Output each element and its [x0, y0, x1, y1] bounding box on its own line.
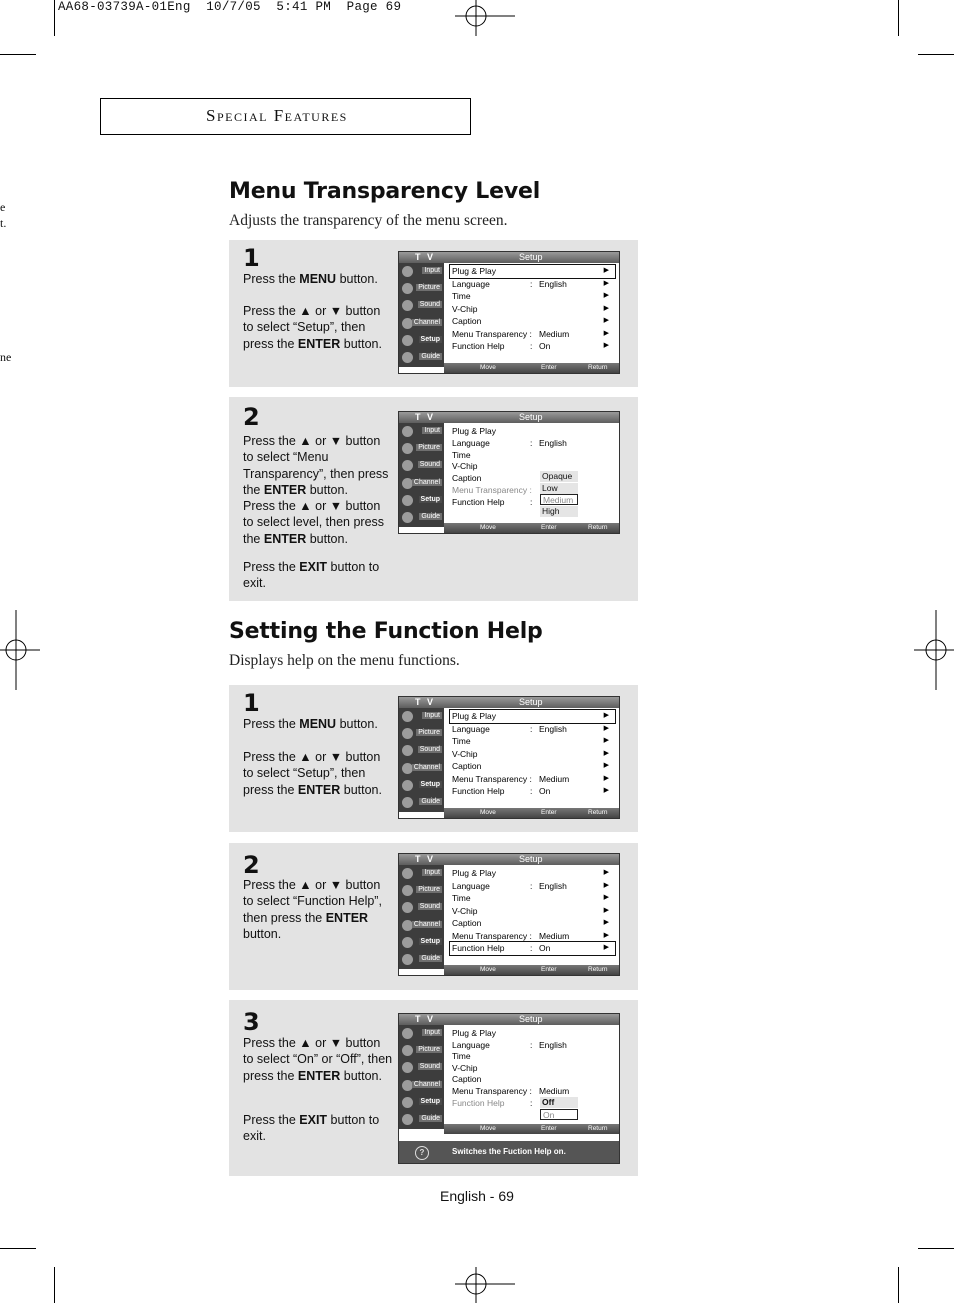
sidebar-item-sound: Sound — [399, 899, 444, 916]
sidebar-item-picture: Picture — [399, 440, 444, 457]
tv-sidebar — [399, 263, 444, 367]
tv-sidebar — [399, 423, 444, 527]
setup-icon — [402, 937, 413, 948]
subtitle-menu-transparency: Adjusts the transparency of the menu screen. — [229, 212, 508, 229]
menu-list — [450, 426, 615, 509]
print-header: AA68-03739A-01Eng 10/7/05 5:41 PM Page 69 — [58, 0, 402, 14]
crop-mark — [918, 54, 954, 55]
menu-row: Caption ▶ — [452, 918, 609, 928]
sidebar-item-channel: Channel — [399, 315, 444, 332]
setup-icon — [402, 495, 413, 506]
registration-mark — [914, 610, 954, 690]
sidebar-item-channel: Channel — [399, 475, 444, 492]
menu-row: Language : English — [452, 1039, 567, 1050]
sidebar-item-input: Input — [399, 1025, 444, 1042]
menu-row: Plug & Play ▶ — [452, 868, 609, 878]
sidebar-item-sound: Sound — [399, 1059, 444, 1076]
menu-row: Time — [452, 449, 471, 460]
tv-sidebar — [399, 708, 444, 812]
guide-icon — [402, 954, 413, 965]
option-medium: Medium — [540, 494, 578, 505]
sidebar-item-setup: Setup — [399, 934, 444, 951]
tv-sidebar — [399, 865, 444, 969]
menu-row: Time ▶ — [452, 291, 609, 301]
sidebar-item-input: Input — [399, 263, 444, 280]
menu-row: V-Chip — [452, 1062, 478, 1073]
crop-mark — [0, 1248, 36, 1249]
menu-list — [450, 867, 615, 955]
menu-row: Plug & Play ▶ — [450, 710, 615, 723]
crop-mark — [898, 1267, 899, 1303]
menu-row: Time — [452, 1051, 471, 1062]
step-text: Press the ▲ or ▼ button to select “Menu Transparency”, then press the ENTER button. — [243, 434, 389, 497]
option-high: High — [540, 506, 578, 517]
option-off: Off — [540, 1097, 578, 1108]
step-text: Press the ▲ or ▼ button to select “Setup”, then press the ENTER button. — [243, 750, 382, 797]
sidebar-item-setup: Setup — [399, 777, 444, 794]
tv-footer: Move Enter Return — [444, 965, 619, 975]
input-icon — [402, 711, 413, 722]
tv-screen — [398, 853, 620, 976]
subtitle-function-help: Displays help on the menu functions. — [229, 652, 460, 669]
menu-row: Function Help : — [452, 496, 533, 507]
menu-row: Caption ▶ — [452, 761, 609, 771]
sidebar-item-setup: Setup — [399, 492, 444, 509]
sidebar-item-channel: Channel — [399, 760, 444, 777]
sidebar-item-setup: Setup — [399, 1094, 444, 1111]
edge-fragment: t. — [0, 216, 7, 230]
registration-mark — [0, 610, 40, 690]
menu-row: Time ▶ — [452, 736, 609, 746]
menu-row: Caption ▶ — [452, 316, 609, 326]
step-panel — [229, 685, 638, 832]
sidebar-item-input: Input — [399, 865, 444, 882]
menu-row: V-Chip ▶ — [452, 905, 609, 916]
sidebar-item-channel: Channel — [399, 1077, 444, 1094]
sidebar-item-sound: Sound — [399, 457, 444, 474]
sound-icon — [402, 902, 413, 913]
sidebar-item-input: Input — [399, 423, 444, 440]
heading-function-help: Setting the Function Help — [229, 619, 543, 644]
input-icon — [402, 868, 413, 879]
picture-icon — [402, 885, 413, 896]
menu-row: Plug & Play — [452, 1028, 496, 1038]
menu-row: Menu Transparency : — [452, 484, 532, 495]
step-number: 2 — [243, 403, 260, 431]
menu-row: Menu Transparency : Medium ▶ — [452, 328, 609, 339]
help-text: Switches the Fuction Help on. — [452, 1147, 566, 1156]
sidebar-item-guide: Guide — [399, 509, 444, 526]
picture-icon — [402, 1045, 413, 1056]
step-text: Press the ▲ or ▼ button to select “Function Help”, then press the ENTER button. — [243, 878, 382, 941]
transparency-options — [540, 471, 578, 517]
setup-menu-bar: T V Setup — [399, 1014, 619, 1025]
crop-mark — [54, 1267, 55, 1303]
step-panel — [229, 1000, 638, 1176]
input-icon — [402, 1028, 413, 1039]
step-text: Press the MENU button. — [243, 717, 378, 731]
tv-footer: Move Enter Return — [444, 523, 619, 533]
tv-footer: Move Enter Return — [444, 808, 619, 818]
sidebar-item-guide: Guide — [399, 1111, 444, 1128]
setup-icon — [402, 335, 413, 346]
setup-menu-bar: T V Setup — [399, 697, 619, 708]
sidebar-item-sound: Sound — [399, 297, 444, 314]
crop-mark — [0, 54, 36, 55]
crop-mark — [898, 0, 899, 36]
menu-row: Menu Transparency : Medium ▶ — [452, 930, 609, 941]
menu-row: Function Help : On ▶ — [452, 786, 609, 796]
step-text: Press the ▲ or ▼ button to select “On” or “Off”, then press the ENTER button. — [243, 1036, 393, 1083]
setup-icon — [402, 1097, 413, 1108]
menu-row: Function Help : On ▶ — [450, 942, 615, 955]
tv-footer: Move Enter Return — [444, 1124, 619, 1134]
tv-sidebar — [399, 1025, 444, 1129]
guide-icon — [402, 512, 413, 523]
sound-icon — [402, 745, 413, 756]
menu-row: V-Chip — [452, 461, 478, 472]
menu-row: Language : English ▶ — [452, 880, 609, 891]
setup-icon — [402, 780, 413, 791]
guide-icon — [402, 797, 413, 808]
setup-menu-bar: T V Setup — [399, 412, 619, 423]
section-label: Special Features — [206, 106, 348, 125]
sidebar-item-picture: Picture — [399, 280, 444, 297]
question-icon: ? — [415, 1146, 429, 1160]
tv-footer: Move Enter Return — [444, 363, 619, 373]
step-text: Press the MENU button. — [243, 272, 378, 286]
registration-mark — [455, 0, 515, 36]
step-panel — [229, 843, 638, 990]
input-icon — [402, 266, 413, 277]
step-number: 1 — [243, 689, 260, 717]
menu-row: V-Chip ▶ — [452, 303, 609, 314]
sidebar-item-channel: Channel — [399, 917, 444, 934]
setup-menu-bar: T V Setup — [399, 252, 619, 263]
step-panel — [229, 397, 638, 601]
guide-icon — [402, 352, 413, 363]
option-low: Low — [540, 483, 578, 494]
menu-row: Language : English ▶ — [452, 278, 609, 289]
step-text: Press the EXIT button to exit. — [243, 1113, 380, 1144]
menu-row: Plug & Play — [452, 426, 496, 436]
option-on: On — [540, 1109, 578, 1120]
step-text: Press the EXIT button to exit. — [243, 560, 380, 591]
tv-screen — [398, 411, 620, 534]
step-number: 2 — [243, 851, 260, 879]
tv-screen — [398, 696, 620, 819]
menu-row: Language : English — [452, 437, 567, 448]
sound-icon — [402, 1062, 413, 1073]
sidebar-item-guide: Guide — [399, 794, 444, 811]
menu-row: Menu Transparency : Medium — [452, 1085, 570, 1096]
page-number: English - 69 — [440, 1188, 514, 1204]
menu-list — [450, 265, 615, 353]
menu-row: V-Chip ▶ — [452, 748, 609, 759]
edge-fragment: e — [0, 200, 6, 214]
option-opaque: Opaque — [540, 471, 578, 482]
step-text: Press the ▲ or ▼ button to select “Setup”, then press the ENTER button. — [243, 304, 382, 351]
picture-icon — [402, 443, 413, 454]
edge-fragment: ne — [0, 350, 12, 364]
menu-row: Caption — [452, 473, 482, 484]
menu-row: Plug & Play ▶ — [450, 265, 615, 278]
picture-icon — [402, 283, 413, 294]
menu-list — [450, 1028, 615, 1109]
sidebar-item-guide: Guide — [399, 951, 444, 968]
sidebar-item-picture: Picture — [399, 725, 444, 742]
help-options — [540, 1097, 578, 1120]
sidebar-item-picture: Picture — [399, 1042, 444, 1059]
tv-screen — [398, 251, 620, 374]
sidebar-item-picture: Picture — [399, 882, 444, 899]
step-panel — [229, 240, 638, 387]
registration-mark — [455, 1267, 515, 1303]
menu-row: Time ▶ — [452, 893, 609, 903]
sidebar-item-input: Input — [399, 708, 444, 725]
function-help-bar — [399, 1141, 619, 1163]
tv-screen — [398, 1013, 620, 1164]
crop-mark — [54, 0, 55, 36]
menu-row: Function Help : On ▶ — [452, 341, 609, 351]
menu-row: Caption — [452, 1074, 482, 1085]
input-icon — [402, 426, 413, 437]
sidebar-item-setup: Setup — [399, 332, 444, 349]
heading-menu-transparency: Menu Transparency Level — [229, 179, 541, 204]
menu-list — [450, 710, 615, 798]
crop-mark — [918, 1248, 954, 1249]
picture-icon — [402, 728, 413, 739]
sound-icon — [402, 460, 413, 471]
sidebar-item-sound: Sound — [399, 742, 444, 759]
step-text: Press the ▲ or ▼ button to select level, then press the ENTER button. — [243, 499, 385, 546]
menu-row: Menu Transparency : Medium ▶ — [452, 773, 609, 784]
menu-row: Language : English ▶ — [452, 723, 609, 734]
step-number: 1 — [243, 244, 260, 272]
sound-icon — [402, 300, 413, 311]
guide-icon — [402, 1114, 413, 1125]
step-number: 3 — [243, 1008, 260, 1036]
menu-row: Function Help : — [452, 1097, 533, 1108]
setup-menu-bar: T V Setup — [399, 854, 619, 865]
sidebar-item-guide: Guide — [399, 349, 444, 366]
